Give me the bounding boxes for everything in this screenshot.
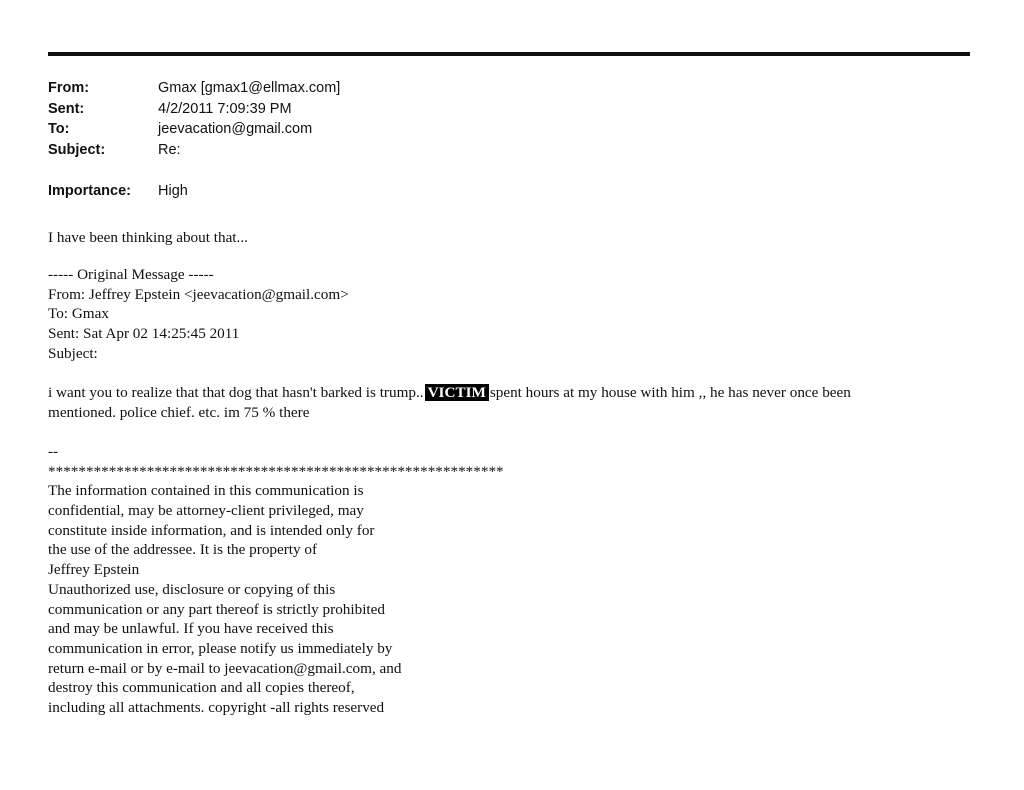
sent-row — [48, 99, 340, 120]
redaction-box: VICTIM — [425, 384, 489, 401]
disclaimer-line: return e-mail or by e-mail to jeevacation@gmail.com, and — [48, 659, 402, 677]
importance-value: High — [158, 183, 188, 200]
importance-row — [48, 181, 340, 202]
importance-label: Importance: — [48, 183, 131, 200]
asterisk-separator: ************************************************************ — [48, 462, 504, 480]
disclaimer-line: the use of the addressee. It is the property of — [48, 541, 318, 559]
original-message-divider: ----- Original Message ----- — [48, 266, 214, 283]
subject-row — [48, 140, 340, 161]
from-label: From: — [48, 80, 90, 96]
original-message-block — [48, 265, 349, 363]
from-value: Gmax [gmax1@ellmax.com] — [158, 80, 341, 96]
disclaimer-line: and may be unlawful. If you have received this — [48, 620, 334, 638]
signature-dashes: -- — [48, 443, 59, 460]
sent-value: 4/2/2011 7:09:39 PM — [158, 100, 292, 117]
disclaimer-line: destroy this communication and all copies thereof, — [48, 679, 355, 697]
disclaimer-line: confidential, may be attorney-client privileged, may — [48, 502, 364, 520]
to-value: jeevacation@gmail.com — [158, 121, 313, 138]
original-to: To: Gmax — [48, 305, 109, 323]
sent-label: Sent: — [48, 100, 85, 117]
original-subject: Subject: — [48, 344, 98, 362]
disclaimer-line: communication or any part thereof is strictly prohibited — [48, 600, 385, 618]
subject-value: Re: — [158, 142, 181, 159]
to-label: To: — [48, 121, 70, 138]
reply-text: I have been thinking about that... — [48, 229, 248, 246]
disclaimer-line: including all attachments. copyright -all rights reserved — [48, 698, 385, 716]
disclaimer-line: Unauthorized use, disclosure or copying of this — [48, 580, 336, 598]
from-row — [48, 78, 340, 99]
original-message-body — [48, 383, 851, 422]
disclaimer-line: constitute inside information, and is intended only for — [48, 521, 375, 539]
email-header — [48, 78, 340, 202]
to-row — [48, 119, 340, 140]
disclaimer-line: Jeffrey Epstein — [48, 561, 140, 579]
disclaimer-line: communication in error, please notify us immediately by — [48, 639, 393, 657]
subject-label: Subject: — [48, 142, 106, 159]
header-divider-rule — [48, 52, 970, 56]
message-text-before-redaction: i want you to realize that that dog that hasn't barked is trump.. — [48, 384, 424, 401]
original-sent: Sent: Sat Apr 02 14:25:45 2011 — [48, 325, 240, 343]
message-line-1 — [48, 383, 851, 403]
message-line-2: mentioned. police chief. etc. im 75 % there — [48, 403, 310, 421]
original-from: From: Jeffrey Epstein <jeevacation@gmail.com> — [48, 285, 349, 303]
disclaimer-line: The information contained in this communication is — [48, 482, 364, 500]
confidentiality-disclaimer — [48, 442, 504, 718]
message-text-after-redaction: spent hours at my house with him ,, he has never once been — [489, 384, 851, 401]
